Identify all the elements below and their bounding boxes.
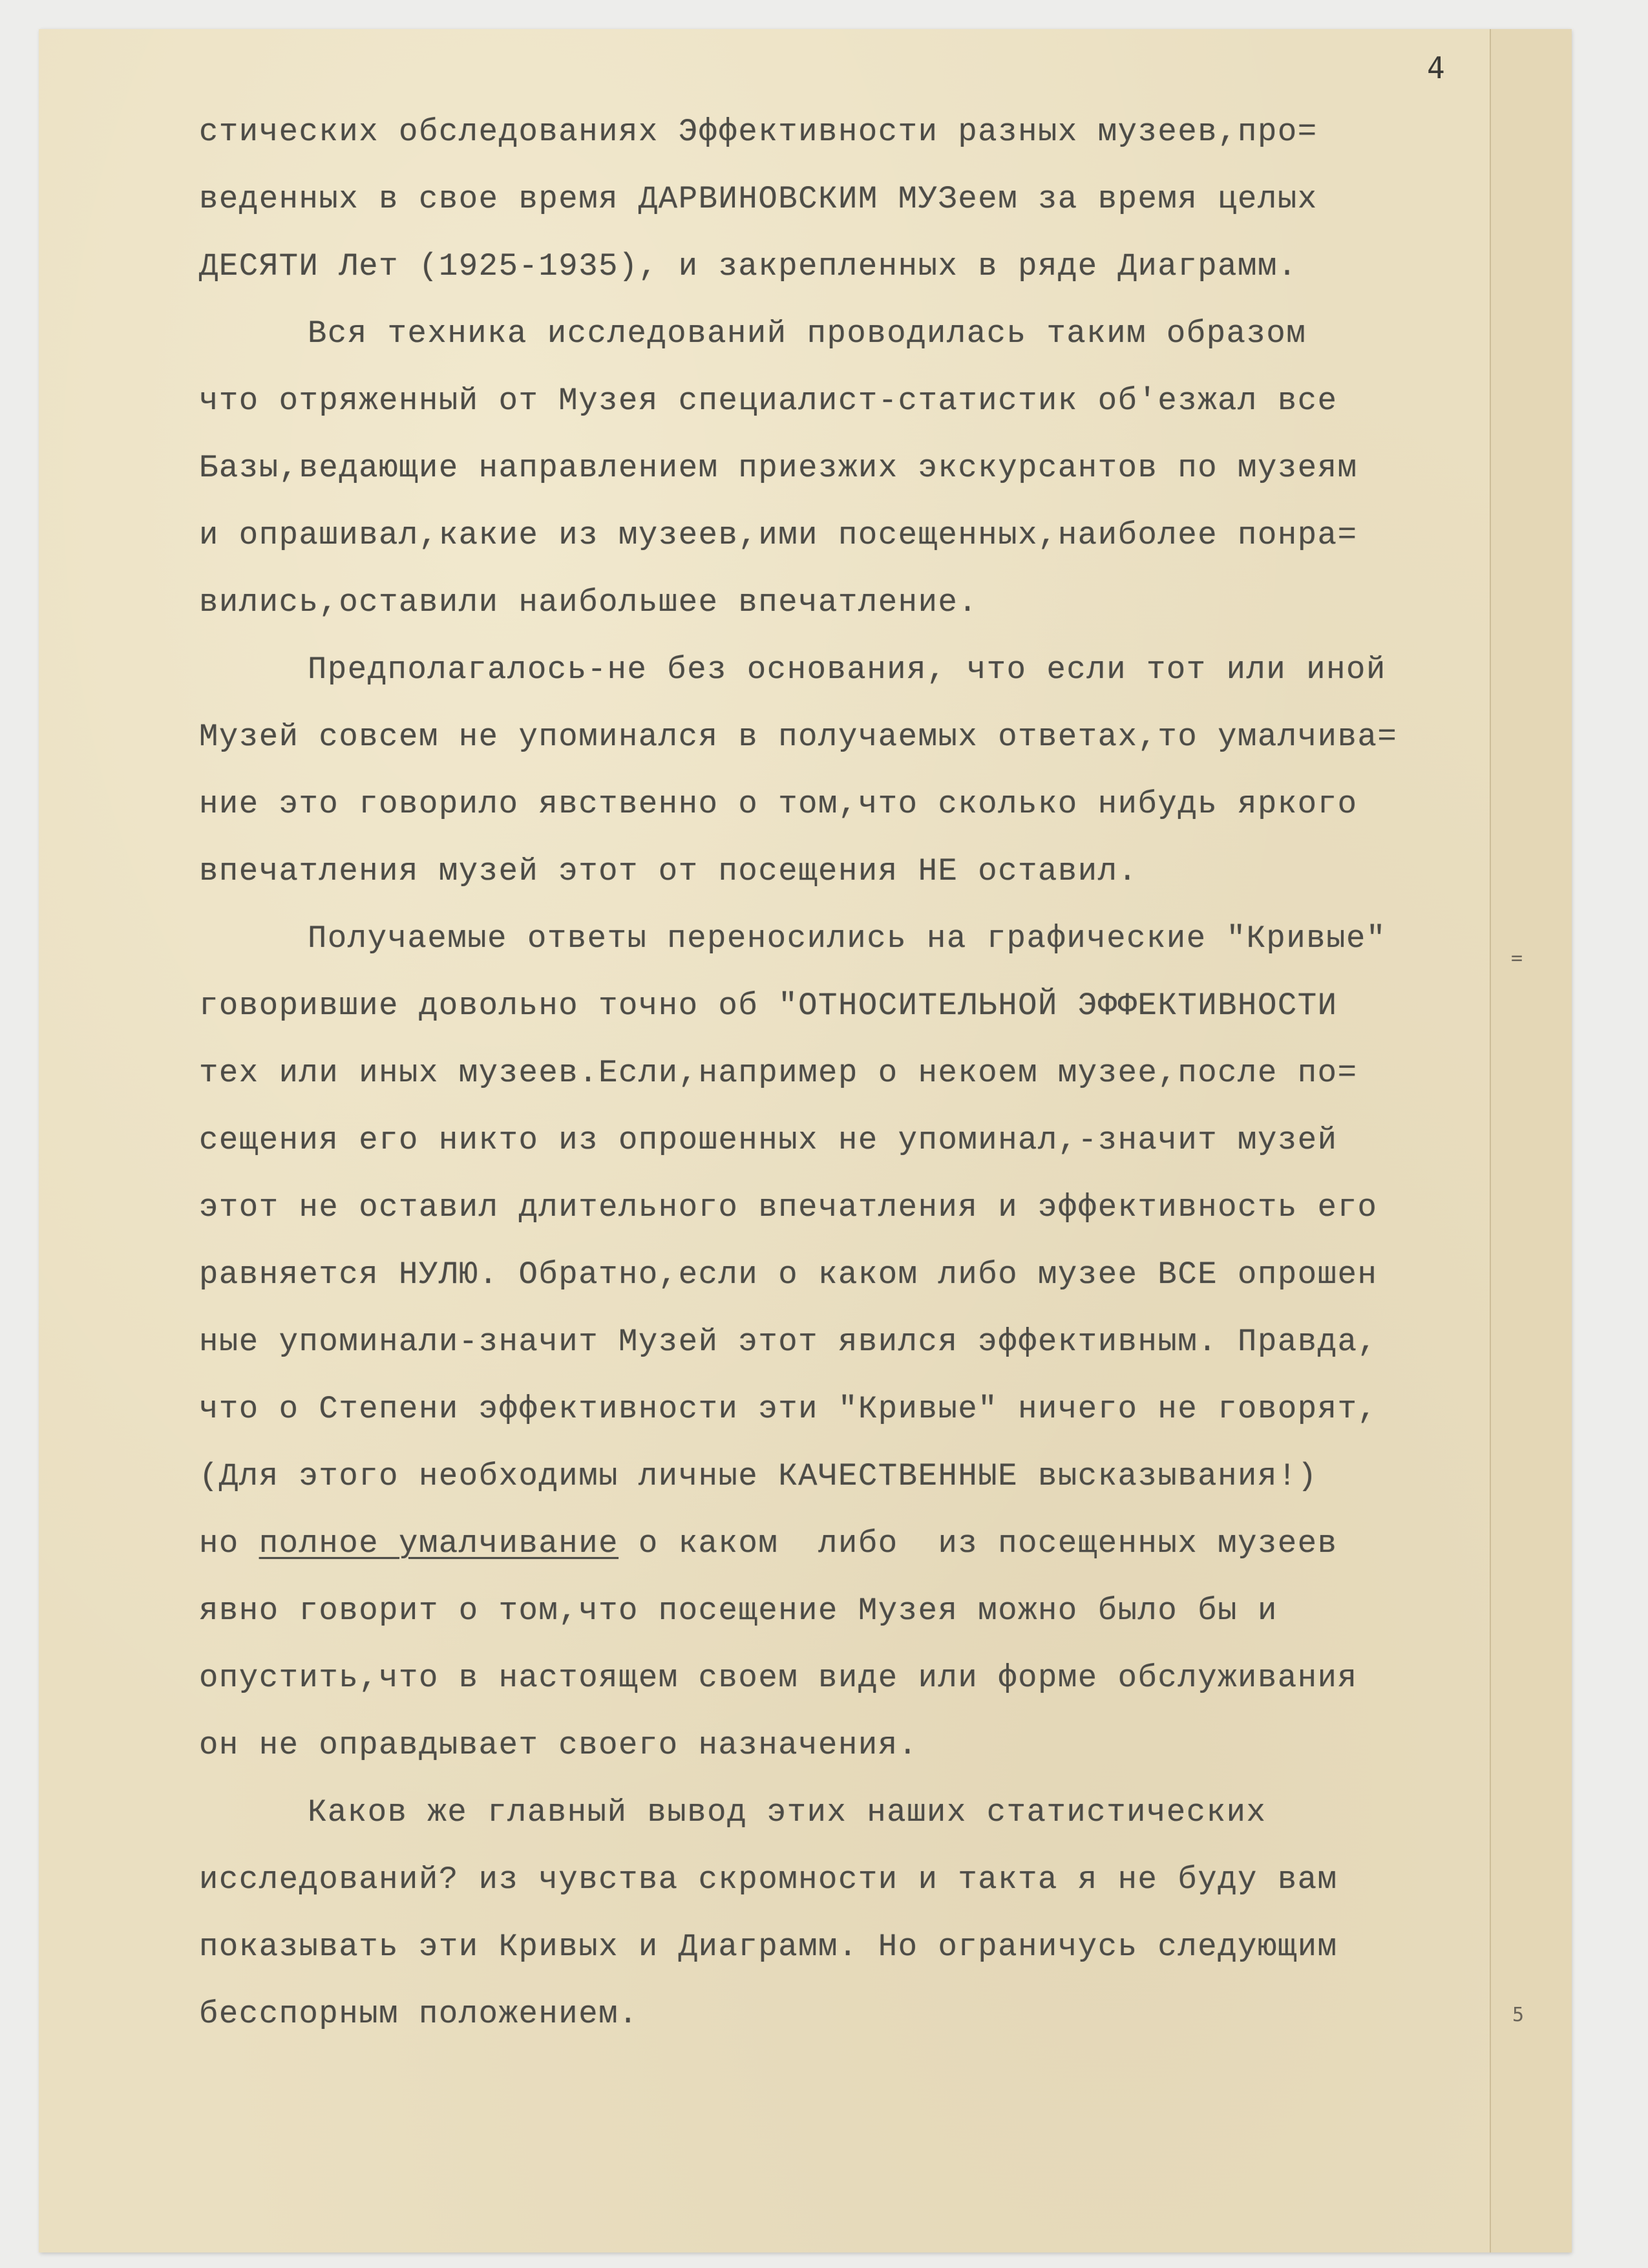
text-line: исследований? из чувства скромности и такта я не буду вам [199, 1861, 1338, 1898]
text-line: (Для этого необходимы личные КАЧЕСТВЕННЫЕ высказывания!) [199, 1458, 1318, 1494]
text-segment: о каком либо из посещенных музеев [618, 1525, 1338, 1562]
text-line: ные упоминали-значит Музей этот явился эффективным. Правда, [199, 1324, 1378, 1360]
text-line: ДЕСЯТИ Лет (1925-1935), и закрепленных в ряде Диаграмм. [199, 248, 1298, 284]
paragraph-start-line: Каков же главный вывод этих наших статистических [308, 1794, 1267, 1830]
text-line: сещения его никто из опрошенных не упоминал,-значит музей [199, 1122, 1338, 1158]
text-line: бесспорным положением. [199, 1996, 639, 2032]
text-line: вились,оставили наибольшее впечатление. [199, 584, 978, 620]
text-line: этот не оставил длительного впечатления и эффективность его [199, 1189, 1378, 1225]
underlined-phrase: полное умалчивание [259, 1525, 619, 1562]
margin-mark-digit: 5 [1512, 2004, 1525, 2026]
text-line: впечатления музей этот от посещения НЕ оставил. [199, 853, 1138, 889]
paragraph-start-line: Предполагалось-не без основания, что если тот или иной [308, 652, 1386, 688]
text-line: равняется НУЛЮ. Обратно,если о каком либо музее ВСЕ опрошен [199, 1256, 1378, 1293]
text-line: он не оправдывает своего назначения. [199, 1727, 918, 1763]
text-line: что отряженный от Музея специалист-статистик об'езжал все [199, 383, 1338, 419]
text-line: веденных в свое время ДАРВИНОВСКИМ МУЗеем за время целых [199, 181, 1318, 217]
typewritten-text [199, 98, 1524, 2048]
text-line: опустить,что в настоящем своем виде или форме обслуживания [199, 1660, 1358, 1696]
text-line: ние это говорило явственно о том,что сколько нибудь яркого [199, 786, 1358, 822]
text-line: что о Степени эффективности эти "Кривые" ничего не говорят, [199, 1391, 1378, 1427]
paragraph-start-line: Получаемые ответы переносились на графические "Кривые" [308, 920, 1386, 957]
text-line: Музей совсем не упоминался в получаемых ответах,то умалчива= [199, 719, 1398, 755]
text-line: и опрашивал,какие из музеев,ими посещенных,наиболее понра= [199, 517, 1358, 553]
paragraph-start-line: Вся техника исследований проводилась таким образом [308, 315, 1307, 352]
text-line: стических обследованиях Эффективности разных музеев,про= [199, 114, 1318, 150]
text-segment: но [199, 1525, 259, 1562]
text-line: Базы,ведающие направлением приезжих экскурсантов по музеям [199, 450, 1358, 486]
page-number: 4 [1427, 50, 1445, 85]
text-line-with-underline [199, 1510, 1524, 1577]
text-line: тех или иных музеев.Если,например о некоем музее,после по= [199, 1055, 1358, 1091]
text-line: говорившие довольно точно об "ОТНОСИТЕЛЬНОЙ ЭФФЕКТИВНОСТИ [199, 988, 1338, 1024]
text-line: явно говорит о том,что посещение Музея можно было бы и [199, 1593, 1278, 1629]
text-line: показывать эти Кривых и Диаграмм. Но ограничусь следующим [199, 1929, 1338, 1965]
margin-mark-equals: = [1511, 947, 1523, 970]
